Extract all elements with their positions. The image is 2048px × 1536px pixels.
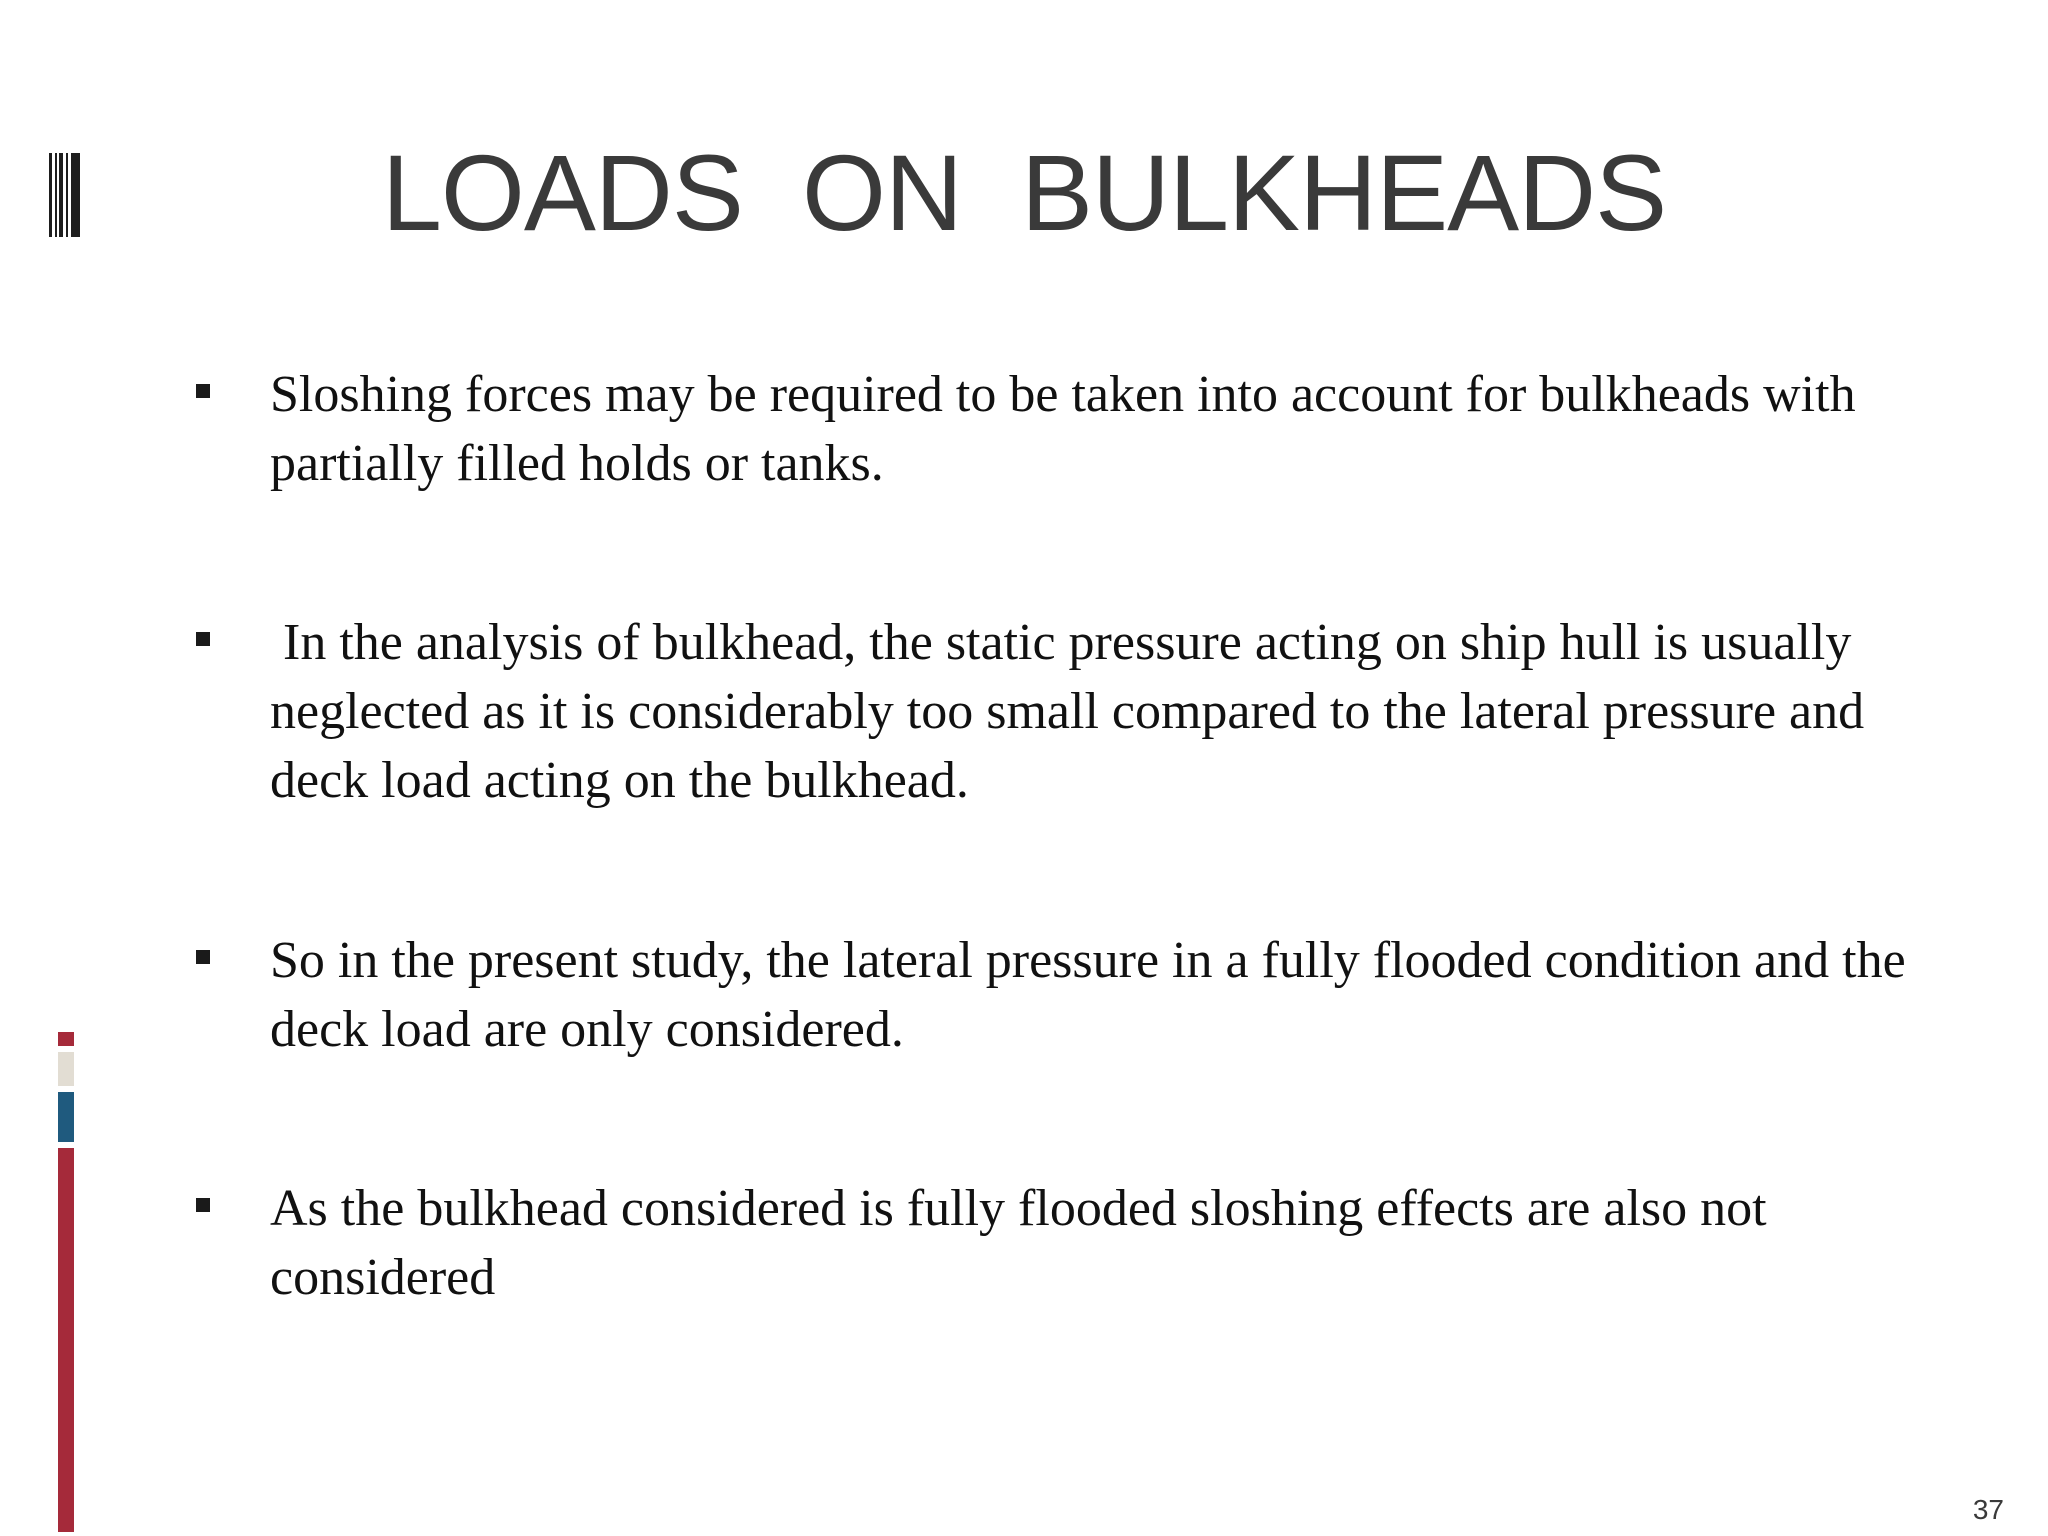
accent-bar-beige <box>58 1052 74 1086</box>
bullet-text: Sloshing forces may be required to be taken into account for bulkheads with partially filled holds or tanks. <box>270 366 1869 492</box>
bullet-text: In the analysis of bulkhead, the static pressure acting on ship hull is usually neglected as it is considerably too small compared to the lateral pressure and deck load acting on the bulkhead. <box>270 614 1878 809</box>
square-bullet-icon <box>196 632 210 646</box>
square-bullet-icon <box>196 384 210 398</box>
bullet-text: As the bulkhead considered is fully flooded sloshing effects are also not considered <box>270 1180 1780 1306</box>
accent-bar-blue <box>58 1092 74 1142</box>
bullet-text: So in the present study, the lateral pressure in a fully flooded condition and the deck load are only considered. <box>270 932 1919 1058</box>
square-bullet-icon <box>196 950 210 964</box>
accent-bar-red-long <box>58 1148 74 1532</box>
accent-bar-red-top <box>58 1032 74 1046</box>
square-bullet-icon <box>196 1198 210 1212</box>
slide-title: LOADS ON BULKHEADS <box>381 132 1667 253</box>
page-number: 37 <box>1972 1494 2004 1525</box>
